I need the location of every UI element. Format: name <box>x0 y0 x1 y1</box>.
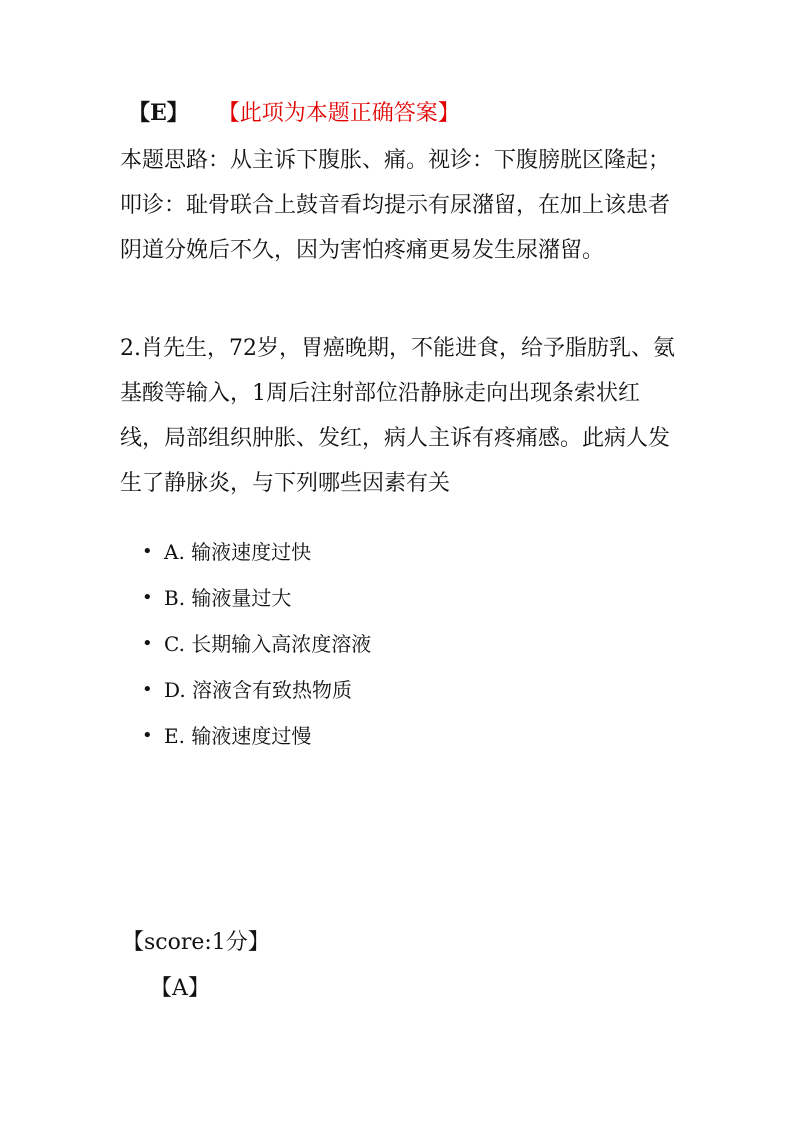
option-a-label: A. 输液速度过快 <box>164 540 312 564</box>
option-e[interactable] <box>142 716 371 762</box>
option-list <box>142 532 371 762</box>
option-c[interactable] <box>142 624 371 670</box>
option-a[interactable] <box>142 532 371 578</box>
option-d-label: D. 溶液含有致热物质 <box>164 678 353 702</box>
option-c-label: C. 长期输入高浓度溶液 <box>164 632 372 656</box>
previous-answer-label: 【E】 <box>128 100 189 126</box>
score-label: 【score:1分】 <box>122 930 270 955</box>
option-e-label: E. 输液速度过慢 <box>164 724 312 748</box>
option-b[interactable] <box>142 578 371 624</box>
option-b-label: B. 输液量过大 <box>164 586 292 610</box>
option-d[interactable] <box>142 670 371 716</box>
bullet-icon: • <box>142 587 153 608</box>
previous-answer-row <box>128 98 460 129</box>
bullet-icon: • <box>142 725 153 746</box>
bullet-icon: • <box>142 541 153 562</box>
explanation-paragraph: 本题思路：从主诉下腹胀、痛。视诊：下腹膀胱区隆起；叩诊：耻骨联合上鼓音看均提示有尿潴留，在加上该患者阴道分娩后不久，因为害怕疼痛更易发生尿潴留。 <box>120 148 671 263</box>
bullet-icon: • <box>142 679 153 700</box>
question-stem: 2.肖先生，72岁，胃癌晚期，不能进食，给予脂肪乳、氨基酸等输入，1周后注射部位沿静脉走向出现条索状红线，局部组织肿胀、发红，病人主诉有疼痛感。此病人发生了静脉炎，与下列哪些因素有关 <box>120 336 675 496</box>
bullet-icon: • <box>142 633 153 654</box>
answer-label: 【A】 <box>150 976 210 1001</box>
correct-answer-note: 【此项为本题正确答案】 <box>228 101 460 126</box>
